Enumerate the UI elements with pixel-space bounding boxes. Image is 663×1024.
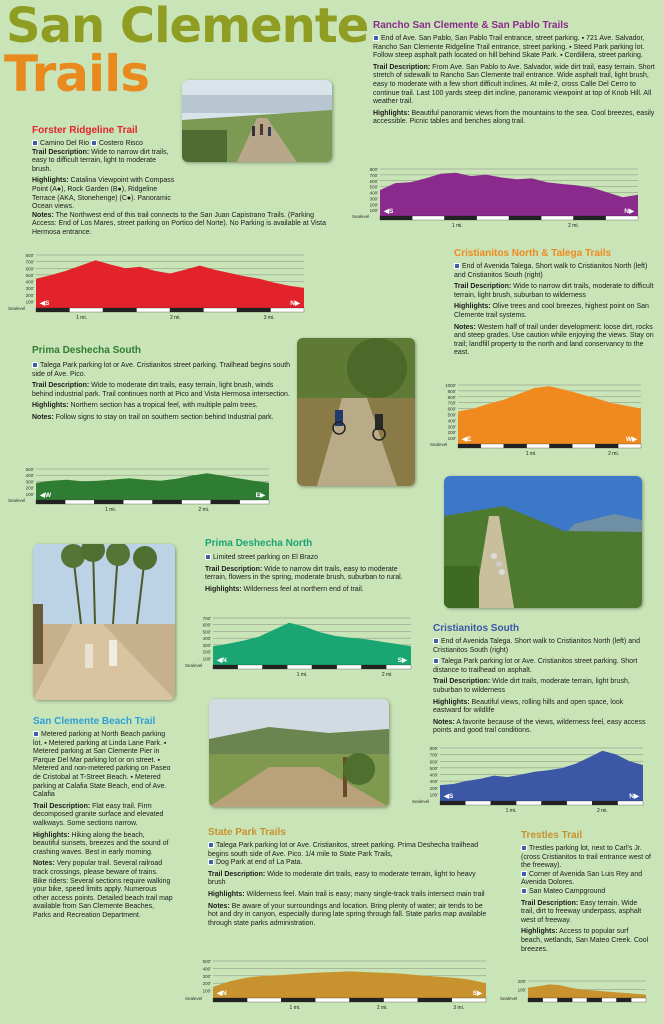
label: Highlights:: [433, 698, 470, 706]
scale-bar-segment: [618, 444, 641, 448]
scale-bar-segment: [240, 500, 269, 504]
forster-highlights: Catalina Viewpoint with Compass Point (A●), Rock Garden (B●), Ridgeline Terrace (AKA, Stonehenge) (C●). Panoramic Ocean views.: [32, 177, 175, 211]
scale-bar-segment: [606, 216, 638, 220]
parking-bullet-icon: [521, 888, 527, 894]
scale-bar-segment: [587, 998, 602, 1002]
scale-bar-segment: [337, 665, 362, 669]
label: Trail Description:: [32, 148, 90, 156]
label: Notes:: [32, 211, 54, 219]
primaN-highlights: Wilderness feel at northern end of trail.: [243, 585, 364, 593]
scale-bar-segment: [103, 308, 137, 312]
primaN-profile-svg: [185, 615, 415, 685]
primaS-notes: Follow signs to stay on trail on southern section behind Industrial park.: [55, 413, 274, 421]
rancho-highlights: Beautiful panoramic views from the mountains to the sea. Cool breezes, easily accessible. Picnic tables and benches along trail.: [373, 109, 655, 126]
forster-section: [32, 125, 332, 241]
label: Highlights:: [205, 585, 242, 593]
direction-left-label: ◀S: [40, 300, 50, 307]
direction-right-label: S▶: [397, 657, 407, 664]
cristN-elevation-area: [458, 386, 641, 444]
scale-bar-segment: [412, 216, 444, 220]
scale-bar-segment: [247, 998, 281, 1002]
scale-bar-segment: [567, 801, 592, 805]
cristN-title: Cristianitos North & Talega Trails: [454, 248, 612, 259]
direction-left-label: ◀N: [217, 657, 227, 664]
distance-label: 2 mi.: [568, 223, 579, 229]
scale-bar-segment: [315, 998, 349, 1002]
rancho-section: [373, 20, 658, 130]
elevation-tick-label: 100': [25, 491, 34, 497]
distance-label: 2 mi.: [376, 1005, 388, 1011]
scale-bar-segment: [287, 665, 312, 669]
elevation-tick-label: 200': [369, 202, 378, 208]
scale-bar-segment: [458, 444, 481, 448]
scale-bar-segment: [350, 998, 384, 1002]
primaS-highlights: Northern section has a tropical feel, with multiple palm trees.: [70, 402, 258, 410]
elevation-tick-label: 500': [25, 272, 34, 278]
primaS-desc: Wide to moderate dirt trails, easy terrain, light brush, winds behind industrial park. Trail continues north at Pico and Vista Hermosa intersection.: [32, 382, 290, 398]
state-park-photo: [209, 699, 389, 807]
sealevel-label: Sealevel: [412, 799, 430, 804]
elevation-tick-label: 400': [25, 279, 34, 285]
scale-bar-segment: [481, 444, 504, 448]
label: Highlights:: [454, 303, 491, 311]
elevation-tick-label: 300': [25, 286, 34, 292]
forster-elevation-area: [36, 260, 304, 308]
label: Notes:: [32, 413, 54, 421]
rancho-access: End of Ave. San Pablo, San Pablo Trail entrance, street parking. ▪ 721 Ave. Salvador, Rancho San Clemente Ridgeline Trail entrance, street parking. ▪ Steed Park parking lot. Follow steep asphalt path located on hill behind Skate Park. ▪ Cordillera, street parking.: [373, 35, 645, 60]
cristN-profile-svg: [430, 382, 645, 464]
scale-bar-segment: [572, 444, 595, 448]
trestles-section: [521, 830, 651, 957]
beach-notes: Very popular trail. Several railroad track crossings, please beware of trains. Bike riders: Several sections require walking your bike, speed limits apply. Numerous other access points. Detailed beach trail map available from San Clemente Beaches, Parks and Recreation Department.: [33, 860, 173, 919]
primaS-elevation-area: [36, 473, 269, 500]
distance-label: 2 mi.: [608, 451, 619, 457]
forster-title: Forster Ridgeline Trail: [32, 125, 138, 136]
parking-bullet-icon: [208, 859, 214, 865]
cristS-desc: Wide dirt trails, moderate terrain, light brush, suburban to wilderness: [433, 678, 630, 694]
elevation-tick-label: 400': [25, 473, 34, 479]
distance-label: 1 mi.: [505, 808, 517, 814]
scale-bar-segment: [592, 801, 617, 805]
trestles-access-1: Trestles parking lot, next to Carl's Jr. (cross Cristianitos to trail entrance west of the freeway).: [521, 845, 651, 870]
scale-bar-segment: [170, 308, 204, 312]
primaN-section: [205, 538, 420, 597]
page-title-line1: San Clemente: [6, 0, 369, 54]
elevation-tick-label: 100': [447, 436, 456, 442]
scale-bar-segment: [204, 308, 238, 312]
beach-desc: Flat easy trail. Firm decomposed granite surface and elevated walkways. Some sections narrow.: [33, 802, 164, 827]
elevation-tick-label: 400': [429, 772, 438, 778]
direction-right-label: N▶: [290, 300, 300, 307]
trestles-access-3: San Mateo Campground: [529, 887, 606, 895]
elevation-tick-label: 900': [447, 388, 456, 394]
elevation-tick-label: 300': [202, 642, 211, 648]
direction-left-label: ◀N: [217, 990, 227, 997]
distance-label: 2 mi.: [596, 808, 608, 814]
primaS-elevation-profile: [8, 466, 273, 520]
scale-bar-segment: [312, 665, 337, 669]
elevation-tick-label: 300': [447, 424, 456, 430]
scale-bar-segment: [271, 308, 305, 312]
sealevel-label: Sealevel: [500, 996, 518, 1001]
elevation-tick-label: 600': [369, 178, 378, 184]
elevation-tick-label: 600': [429, 759, 438, 765]
parking-bullet-icon: [373, 35, 379, 41]
scale-bar-segment: [386, 665, 411, 669]
elevation-tick-label: 200': [447, 430, 456, 436]
trestles-desc: Easy terrain. Wide trail, dirt to freeway underpass, asphalt west of freeway.: [521, 899, 642, 924]
sealevel-label: Sealevel: [430, 442, 448, 447]
elevation-tick-label: 500': [369, 184, 378, 190]
cristN-notes: Western half of trail under development: loose dirt, rocks and steep grades. Use caution while enjoying the views. Stay on trail; landfill property to the north and land conservancy to the east.: [454, 323, 654, 357]
cristS-profile-svg: [412, 745, 647, 821]
beach-highlights: Hiking along the beach, beautiful sunsets, breezes and the sound of crashing waves. Best in early morning.: [33, 831, 169, 856]
label: Highlights:: [373, 109, 410, 117]
scale-bar-segment: [237, 308, 271, 312]
scale-bar-segment: [281, 998, 315, 1002]
cristN-access: End of Avenida Talega. Short walk to Cristianitos North (left) and Cristianitos South (right): [454, 263, 648, 279]
scale-bar-segment: [70, 308, 104, 312]
distance-label: 1 mi.: [525, 451, 537, 457]
scale-bar-segment: [153, 500, 182, 504]
elevation-tick-label: 400': [447, 418, 456, 424]
forster-access-2: Costero Risco: [98, 140, 143, 147]
parking-bullet-icon: [208, 842, 214, 848]
distance-label: 2 mi.: [169, 315, 181, 321]
scale-bar-segment: [574, 216, 606, 220]
scale-bar-segment: [550, 444, 573, 448]
parking-bullet-icon: [32, 140, 38, 146]
scale-bar-segment: [94, 500, 123, 504]
scale-bar-segment: [380, 216, 412, 220]
scale-bar-segment: [384, 998, 418, 1002]
scale-bar-segment: [572, 998, 587, 1002]
label: Highlights:: [32, 402, 69, 410]
cristS-title: Cristianitos South: [433, 623, 520, 634]
elevation-tick-label: 500': [202, 629, 211, 635]
scale-bar-segment: [213, 998, 247, 1002]
rancho-profile-svg: [352, 166, 642, 236]
scale-bar-segment: [65, 500, 94, 504]
rancho-title: Rancho San Clemente & San Pablo Trails: [373, 20, 569, 31]
label: Trail Description:: [433, 678, 491, 686]
label: Notes:: [208, 902, 230, 910]
parking-bullet-icon: [32, 362, 38, 368]
trestles-title: Trestles Trail: [521, 830, 583, 841]
hillside-trail-photo: [444, 476, 642, 608]
elevation-tick-label: 700': [369, 172, 378, 178]
scale-bar-segment: [137, 308, 171, 312]
rancho-elevation-profile: [352, 166, 642, 236]
label: Trail Description:: [454, 283, 512, 291]
cristN-section: [454, 248, 654, 361]
direction-left-label: ◀S: [444, 793, 454, 800]
distance-label: 1 mi.: [451, 223, 463, 229]
state-access-2: Dog Park at end of La Pata.: [216, 859, 303, 867]
elevation-tick-label: 200': [25, 292, 34, 298]
cristS-section: [433, 623, 648, 739]
parking-bullet-icon: [454, 263, 460, 269]
trestles-elevation-profile: [500, 978, 650, 1018]
elevation-tick-label: 700': [447, 400, 456, 406]
scale-bar-segment: [211, 500, 240, 504]
cristN-highlights: Olive trees and cool breezes, highest point on San Clemente trail systems.: [454, 303, 649, 319]
label: Trail Description:: [205, 565, 263, 573]
elevation-tick-label: 100': [369, 208, 378, 214]
sealevel-label: Sealevel: [185, 663, 203, 668]
scale-bar-segment: [528, 998, 543, 1002]
elevation-tick-label: 100': [517, 987, 526, 993]
elevation-tick-label: 200': [517, 979, 526, 984]
scale-bar-segment: [123, 500, 152, 504]
forster-notes: The Northwest end of this trail connects to the San Juan Capistrano Trails. (Parking Access: End of Los Mares, street parking on Portico del Norte). No Parking is available at Vista Hermosa entrance.: [32, 211, 327, 236]
label: Highlights:: [208, 890, 245, 898]
scale-bar-segment: [516, 801, 541, 805]
scale-bar-segment: [36, 500, 65, 504]
scale-bar-segment: [445, 216, 477, 220]
primaN-elevation-area: [213, 623, 411, 665]
cristS-access-2: Talega Park parking lot or Ave. Cristianitos street parking. Short distance to trailhead on asphalt.: [433, 658, 638, 674]
cristN-desc: Wide to narrow dirt trails, moderate to difficult terrain, light brush, suburban to wilderness: [454, 283, 654, 299]
label: Trail Description:: [373, 63, 431, 71]
scale-bar-segment: [595, 444, 618, 448]
state-highlights: Wilderness feel. Main trail is easy; many single-track trails intersect main trail: [246, 890, 485, 898]
elevation-tick-label: 100': [25, 299, 34, 305]
elevation-tick-label: 600': [25, 266, 34, 272]
cristS-elevation-profile: [412, 745, 647, 821]
state-access-1: Talega Park parking lot or Ave. Cristianitos, street parking. Prima Deshecha trailhead begins south side of Ave. Pico. 1/4 mile to State Park Trails,: [208, 842, 479, 858]
elevation-tick-label: 500': [447, 412, 456, 418]
cristN-elevation-profile: [430, 382, 645, 464]
elevation-tick-label: 200': [429, 785, 438, 791]
parking-bullet-icon: [91, 140, 97, 146]
elevation-tick-label: 100': [202, 988, 211, 994]
trestles-highlights: Access to popular surf beach, wetlands, San Mateo Creek. Cool breezes.: [521, 928, 649, 953]
scale-bar-segment: [558, 998, 573, 1002]
state-notes: Be aware of your surroundings and location. Bring plenty of water; air tends to be hot and dry in canyon, especially during late spring through fall. State parks map available through state parks administration.: [208, 902, 487, 927]
elevation-tick-label: 500': [202, 959, 211, 964]
distance-label: 2 mi.: [198, 507, 210, 513]
scale-bar-segment: [182, 500, 211, 504]
elevation-tick-label: 500': [25, 467, 34, 472]
state-profile-svg: [185, 958, 490, 1018]
distance-label: 3 mi.: [263, 315, 275, 321]
elevation-tick-label: 700': [202, 616, 211, 621]
sealevel-label: Sealevel: [8, 498, 26, 503]
forster-access-1: Camino Del Rio: [40, 140, 90, 147]
label: Notes:: [433, 718, 455, 726]
elevation-tick-label: 300': [429, 779, 438, 785]
cyclists-photo: [297, 338, 415, 486]
scale-bar-segment: [465, 801, 490, 805]
label: Highlights:: [521, 928, 558, 936]
primaN-elevation-profile: [185, 615, 415, 685]
primaN-desc: Wide to narrow dirt trails, easy to moderate terrain, flowers in the spring, moderate brush, suburban to rural.: [205, 565, 403, 582]
beach-access: Metered parking at North Beach parking lot. ▪ Metered parking at Linda Lane Park. ▪ Metered parking at San Clemente Pier in Parque Del Mar parking lot or on street. ▪ Metered and non-metered parking on Paseo de Cristobal at T-Street Beach. ▪ Metered parking at Calafia State Beach, end of Ave. Calafia: [33, 731, 171, 799]
elevation-tick-label: 800': [447, 394, 456, 400]
scale-bar-segment: [504, 444, 527, 448]
cristS-access-1: End of Avenida Talega. Short walk to Cristianitos North (left) and Cristianitos South (right): [433, 638, 640, 654]
rancho-elevation-area: [380, 173, 638, 216]
scale-bar-segment: [509, 216, 541, 220]
elevation-tick-label: 200': [25, 485, 34, 491]
distance-label: 1 mi.: [289, 1005, 301, 1011]
scale-bar-segment: [542, 801, 567, 805]
sealevel-label: Sealevel: [352, 214, 370, 219]
direction-right-label: W▶: [625, 436, 637, 443]
elevation-tick-label: 300': [202, 973, 211, 979]
trestles-elevation-area: [528, 984, 646, 998]
scale-bar-segment: [617, 998, 632, 1002]
beach-trail-photo: [33, 544, 175, 700]
elevation-tick-label: 300': [25, 479, 34, 485]
label: Trail Description:: [208, 870, 266, 878]
scale-bar-segment: [477, 216, 509, 220]
scale-bar-segment: [440, 801, 465, 805]
primaN-title: Prima Deshecha North: [205, 538, 313, 549]
primaS-section: [32, 345, 292, 426]
forster-desc: Wide to narrow dirt trails, easy to difficult terrain, light to moderate brush.: [32, 148, 169, 173]
scale-bar-segment: [527, 444, 550, 448]
distance-label: 1 mi.: [76, 315, 87, 321]
beach-section: [33, 716, 173, 923]
parking-bullet-icon: [33, 731, 39, 737]
sealevel-label: Sealevel: [8, 306, 26, 311]
direction-left-label: ◀W: [40, 492, 52, 499]
label: Notes:: [454, 323, 476, 331]
cristS-highlights: Beautiful views, rolling hills and open space, look eastward for wildlife: [433, 698, 624, 715]
label: Trail Description:: [521, 899, 579, 907]
elevation-tick-label: 600': [447, 406, 456, 412]
parking-bullet-icon: [521, 871, 527, 877]
distance-label: 3 mi.: [453, 1005, 465, 1011]
direction-left-label: ◀S: [384, 208, 394, 215]
scale-bar-segment: [418, 998, 452, 1002]
scale-bar-segment: [543, 998, 558, 1002]
state-elevation-profile: [185, 958, 490, 1018]
page-title-line2: Trails: [4, 45, 150, 103]
parking-bullet-icon: [521, 845, 527, 851]
elevation-tick-label: 600': [202, 622, 211, 628]
elevation-tick-label: 300': [369, 196, 378, 202]
rancho-desc: From Ave. San Pablo to Ave. Salvador, wide dirt trail, easy terrain. Short stretch of sidewalk to Rancho San Clemente trail entrance. Wide asphalt trail, light brush, easy to moderate with a few short difficult inclines. At mile-2, cross Calle Del Cerro to continue trail. Last 100 yards steep dirt incline, panoramic viewpoint at top of Knob Hill. All weather trail.: [373, 63, 655, 106]
elevation-tick-label: 800': [25, 253, 34, 258]
scale-bar-segment: [452, 998, 486, 1002]
scale-bar-segment: [541, 216, 573, 220]
scale-bar-segment: [618, 801, 643, 805]
cristS-elevation-area: [440, 751, 643, 801]
scale-bar-segment: [213, 665, 238, 669]
direction-right-label: N▶: [629, 793, 639, 800]
elevation-tick-label: 200': [202, 649, 211, 655]
distance-label: 2 mi.: [381, 672, 393, 678]
distance-label: 1 mi.: [105, 507, 116, 513]
elevation-tick-label: 100': [429, 792, 438, 798]
elevation-tick-label: 800': [429, 746, 438, 751]
label: Highlights:: [33, 831, 70, 839]
primaS-title: Prima Deshecha South: [32, 345, 141, 356]
state-elevation-area: [213, 971, 486, 998]
elevation-tick-label: 500': [429, 765, 438, 771]
direction-right-label: E▶: [255, 492, 265, 499]
label: Trail Description:: [33, 802, 91, 810]
primaS-profile-svg: [8, 466, 273, 520]
state-desc: Wide to moderate dirt trails, easy to moderate terrain, light to heavy brush: [208, 870, 476, 887]
scale-bar-segment: [602, 998, 617, 1002]
direction-left-label: ◀E: [462, 436, 472, 443]
beach-title: San Clemente Beach Trail: [33, 716, 156, 727]
state-section: [208, 827, 488, 931]
scale-bar-segment: [263, 665, 288, 669]
elevation-tick-label: 400': [202, 966, 211, 972]
elevation-tick-label: 700': [429, 752, 438, 758]
forster-elevation-profile: [8, 252, 308, 328]
parking-bullet-icon: [433, 658, 439, 664]
scale-bar-segment: [36, 308, 70, 312]
direction-right-label: N▶: [624, 208, 634, 215]
sealevel-label: Sealevel: [185, 996, 203, 1001]
elevation-tick-label: 700': [25, 259, 34, 265]
elevation-tick-label: 1000': [445, 383, 456, 388]
scale-bar-segment: [362, 665, 387, 669]
elevation-tick-label: 100': [202, 656, 211, 662]
forster-profile-svg: [8, 252, 308, 328]
cristS-notes: A favorite because of the views, wilderness feel, easy access points and good trail conditions.: [433, 718, 646, 735]
parking-bullet-icon: [205, 554, 211, 560]
scale-bar-segment: [238, 665, 263, 669]
primaN-access: Limited street parking on El Brazo: [213, 554, 319, 561]
scale-bar-segment: [631, 998, 646, 1002]
elevation-tick-label: 400': [369, 190, 378, 196]
direction-right-label: S▶: [472, 990, 482, 997]
state-title: State Park Trails: [208, 827, 286, 838]
distance-label: 1 mi.: [296, 672, 308, 678]
primaS-access: Talega Park parking lot or Ave. Cristianitos street parking. Trailhead begins south side of Ave. Pico.: [32, 362, 291, 378]
label: Notes:: [33, 860, 55, 868]
label: Trail Description:: [32, 382, 90, 390]
label: Highlights:: [32, 177, 69, 185]
elevation-tick-label: 400': [202, 636, 211, 642]
elevation-tick-label: 200': [202, 981, 211, 987]
trestles-profile-svg: [500, 978, 650, 1018]
scale-bar-segment: [491, 801, 516, 805]
elevation-tick-label: 800': [369, 167, 378, 172]
trestles-access-2: Corner of Avenida San Luis Rey and Avenida Dolores.: [521, 870, 643, 887]
parking-bullet-icon: [433, 638, 439, 644]
